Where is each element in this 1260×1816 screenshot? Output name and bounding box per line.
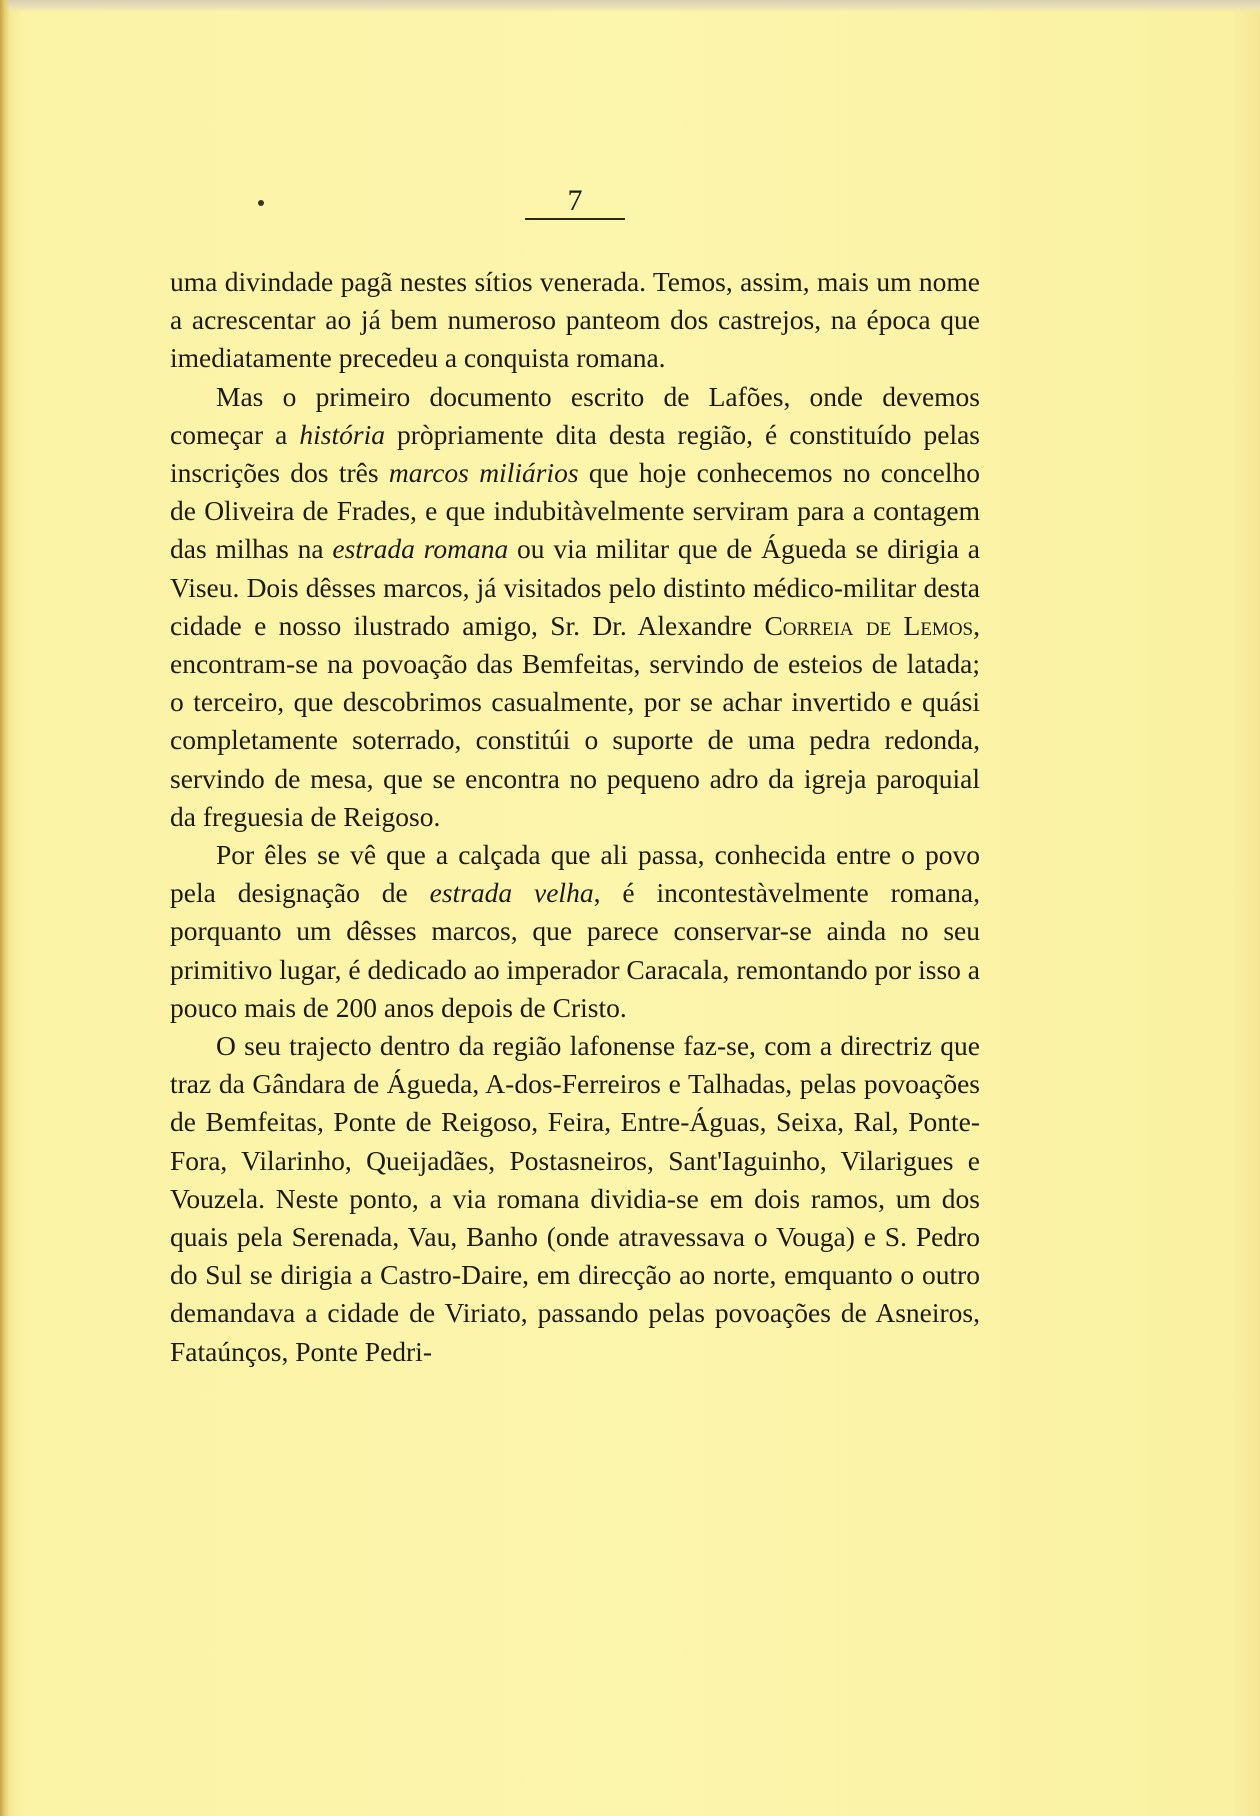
- small-caps-name: Correia de Lemos: [764, 609, 974, 641]
- paragraph: [170, 836, 980, 1027]
- page-number: 7: [567, 184, 583, 217]
- ink-dot: [258, 200, 264, 206]
- text-run: Por êles se vê que a calçada que ali passa, conhecida entre o povo pela designação de: [170, 839, 980, 909]
- italic-text: estrada velha: [429, 877, 594, 909]
- text-run: , é incontestàvelmente romana, porquanto um dêsses marcos, que parece conservar-se ainda no seu primitivo lugar, é dedicado ao imperador Caracala, remontando por isso a pouco mais de 200 anos depois de Cristo.: [170, 877, 980, 1023]
- paragraph: [170, 1027, 980, 1371]
- page-left-edge: [0, 0, 10, 1816]
- page-number-rule: [525, 218, 625, 220]
- text-run: ou via militar que de Águeda se dirigia a Viseu. Dois dêsses marcos, já visitados pelo distinto médico-militar desta cidade e nosso ilustrado amigo, Sr. Dr. Alexandre: [170, 533, 980, 641]
- text-run: O seu trajecto dentro da região lafonense faz-se, com a directriz que traz da Gândara de Águeda, A-dos-Ferreiros e Talhadas, pelas povoações de Bemfeitas, Ponte de Reigoso, Feira, Entre-Águas, Seixa, Ral, Ponte-Fora, Vilarinho, Queijadães, Postasneiros, Sant'Iaguinho, Vilarigues e Vouzela. Neste ponto, a via romana dividia-se em dois ramos, um dos quais pela Serenada, Vau, Banho (onde atravessava o Vouga) e S. Pedro do Sul se dirigia a Castro-Daire, em direcção ao norte, emquanto o outro demandava a cidade de Viriato, passando pelas povoações de Asneiros, Fataúnços, Ponte Pedri-: [170, 1030, 980, 1367]
- paragraph: [170, 378, 980, 836]
- paragraph: [170, 263, 980, 378]
- text-run: que hoje conhecemos no concelho de Oliveira de Frades, e que indubitàvelmente serviram para a contagem das milhas na: [170, 457, 980, 565]
- text-run: , encontram-se na povoação das Bemfeitas, servindo de esteios de latada; o terceiro, que descobrimos casualmente, por se achar invertido e quási completamente soterrado, constitúi o suporte de uma pedra redonda, servindo de mesa, que se encontra no pequeno adro da igreja paroquial da freguesia de Reigoso.: [170, 609, 980, 832]
- body-text: [170, 263, 980, 1371]
- text-run: Mas o primeiro documento escrito de Lafões, onde devemos começar a: [170, 380, 980, 450]
- text-run: uma divindade pagã nestes sítios venerada. Temos, assim, mais um nome a acrescentar ao já bem numeroso panteom dos castrejos, na época que imediatamente precedeu a conquista romana.: [170, 266, 980, 374]
- page-top-edge: [0, 0, 1260, 12]
- italic-text: marcos miliários: [388, 457, 579, 489]
- page-number-header: [525, 186, 625, 220]
- italic-text: estrada romana: [332, 533, 509, 565]
- italic-text: história: [299, 418, 385, 450]
- text-run: pròpriamente dita desta região, é constituído pelas inscrições dos três: [170, 418, 981, 489]
